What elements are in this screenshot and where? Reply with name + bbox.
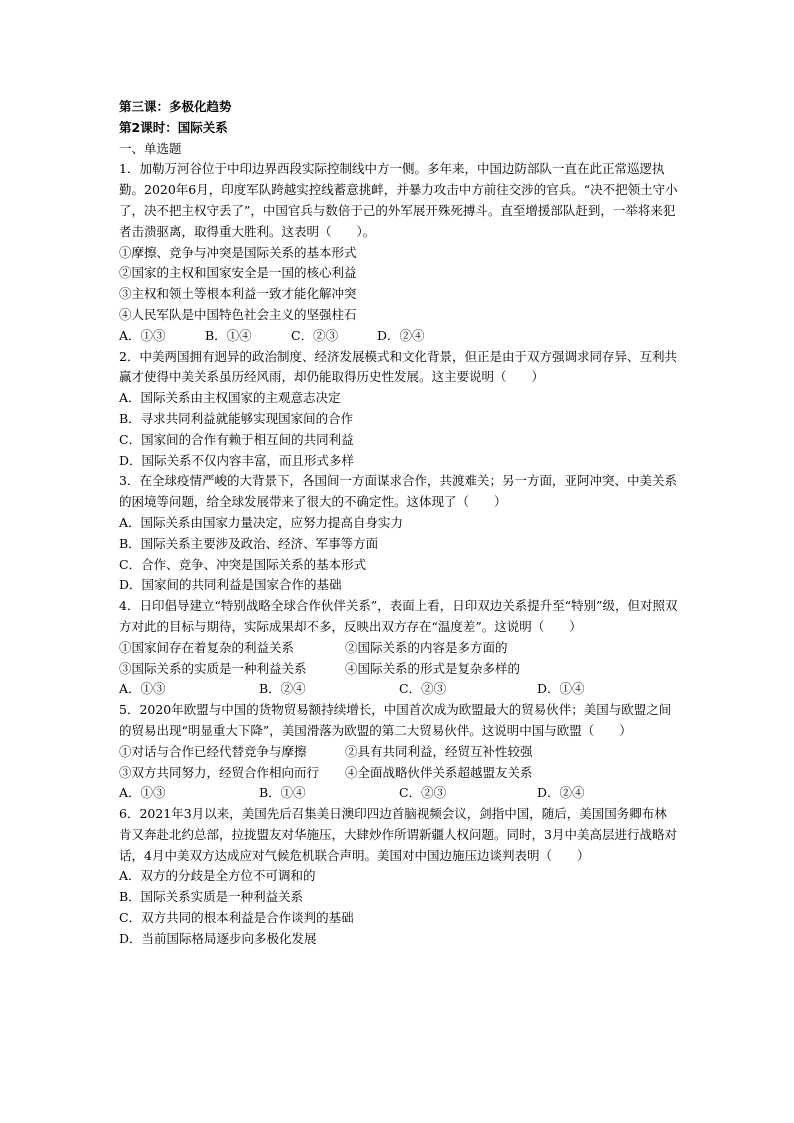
question-2-option: B．寻求共同利益就能够实现国家间的合作 <box>119 410 354 426</box>
question-4-items-row <box>119 638 679 659</box>
question-3-option: B．国际关系主要涉及政治、经济、军事等方面 <box>119 535 379 551</box>
question-4-item: ②国际关系的内容是多方面的 <box>345 639 508 655</box>
question-6-option: C．双方共同的根本利益是合作谈判的基础 <box>119 910 354 926</box>
answer-a: A．①③ <box>119 785 166 801</box>
answer-c: C．②③ <box>399 681 447 697</box>
lesson-title: 第三课：多极化趋势 <box>119 99 232 114</box>
question-1-item: ②国家的主权和国家安全是一国的核心利益 <box>119 265 357 281</box>
question-1-stem: 1．加勒万河谷位于中印边界西段实际控制线中方一侧。多年来，中国边防部队一直在此正常巡逻执勤。2020年6月，印度军队跨越实控线蓄意挑衅，并暴力攻击中方前往交涉的官兵。“决不把领土守小了，决不把主权守丢了”，中国官兵与数倍于己的外军展开殊死搏斗。直至增援部队赶到，一举将来犯者击溃驱离，取得重大胜利。这表明（ ）。 <box>119 161 678 239</box>
question-5-item: ④全面战略伙伴关系超越盟友关系 <box>345 764 533 780</box>
answer-c: C．②③ <box>399 785 447 801</box>
question-6-option: B．国际关系实质是一种利益关系 <box>119 889 304 905</box>
document-page <box>119 97 679 950</box>
question-3-option: A．国际关系由国家力量决定，应努力提高自身实力 <box>119 514 404 530</box>
question-5-item: ①对话与合作已经代替竞争与摩擦 <box>119 743 307 759</box>
question-1-answers <box>119 326 679 347</box>
answer-b: B．②④ <box>259 681 306 697</box>
period-title: 第2课时：国际关系 <box>119 119 228 135</box>
question-1-item: ③主权和领土等根本利益一致才能化解冲突 <box>119 286 357 302</box>
question-4-item: ④国际关系的形式是复杂多样的 <box>345 660 521 676</box>
answer-a: A．①③ <box>119 681 166 697</box>
question-4-item: ①国家间存在着复杂的利益关系 <box>119 639 295 655</box>
question-2-stem: 2．中美两国拥有迥异的政治制度、经济发展模式和文化背景，但正是由于双方强调求同存异、互利共赢才使得中美关系虽历经风雨，却仍能取得历史性发展。这主要说明（ ） <box>119 348 677 385</box>
question-5-answers <box>119 783 679 804</box>
answer-d: D．①④ <box>537 681 585 697</box>
question-3-option: C．合作、竞争、冲突是国际关系的基本形式 <box>119 556 367 572</box>
question-2-option: D．国际关系不仅内容丰富，而且形式多样 <box>119 452 355 468</box>
question-4-items-row <box>119 659 679 680</box>
answer-b: B．①④ <box>205 327 252 343</box>
question-2-option: A．国际关系由主权国家的主观意志决定 <box>119 390 341 406</box>
question-1-item: ④人民军队是中国特色社会主义的坚强柱石 <box>119 306 357 322</box>
question-4-item: ③国际关系的实质是一种利益关系 <box>119 660 307 676</box>
question-6-stem: 6．2021年3月以来，美国先后召集美日澳印四边首脑视频会议，剑指中国，随后，美国国务卿布林肯又奔赴北约总部，拉拢盟友对华施压，大肆炒作所谓新疆人权问题。同时，3月中美高层进行战略对话，4月中美双方达成应对气候危机联合声明。美国对中国边施压边谈判表明（ ） <box>119 806 677 863</box>
question-6-option: D．当前国际格局逐步向多极化发展 <box>119 930 317 946</box>
question-5-items-row <box>119 742 679 763</box>
answer-c: C．②③ <box>291 327 339 343</box>
answer-d: D．②④ <box>377 327 425 343</box>
question-4-stem: 4．日印倡导建立“特别战略全球合作伙伴关系”，表面上看，日印双边关系提升至“特别”级，但对照双方对此的目标与期待，实际成果却不多，反映出双方存在“温度差”。这说明（ ） <box>119 598 678 634</box>
question-3-stem: 3．在全球疫情严峻的大背景下，各国间一方面谋求合作，共渡难关；另一方面，亚阿冲突、中美关系的困境等问题，给全球发展带来了很大的不确定性。这体现了（ ） <box>119 473 677 510</box>
section-heading: 一、单选题 <box>119 140 182 156</box>
question-5-stem: 5．2020年欧盟与中国的货物贸易额持续增长，中国首次成为欧盟最大的贸易伙伴；美国与欧盟之间的贸易出现“明显重大下降”，美国滑落为欧盟的第二大贸易伙伴。这说明中国与欧盟（ ） <box>119 702 672 738</box>
question-2-option: C．国家间的合作有赖于相互间的共同利益 <box>119 431 354 447</box>
question-6-option: A．双方的分歧是全方位不可调和的 <box>119 868 316 884</box>
answer-a: A．①③ <box>119 327 166 343</box>
question-5-item: ②具有共同利益，经贸互补性较强 <box>345 743 533 759</box>
question-5-items-row <box>119 763 679 784</box>
answer-d: D．②④ <box>537 785 585 801</box>
question-1-item: ①摩擦、竞争与冲突是国际关系的基本形式 <box>119 244 357 260</box>
question-4-answers <box>119 679 679 700</box>
question-5-item: ③双方共同努力，经贸合作相向而行 <box>119 764 320 780</box>
answer-b: B．①④ <box>259 785 306 801</box>
question-3-option: D．国家间的共同利益是国家合作的基础 <box>119 577 342 593</box>
